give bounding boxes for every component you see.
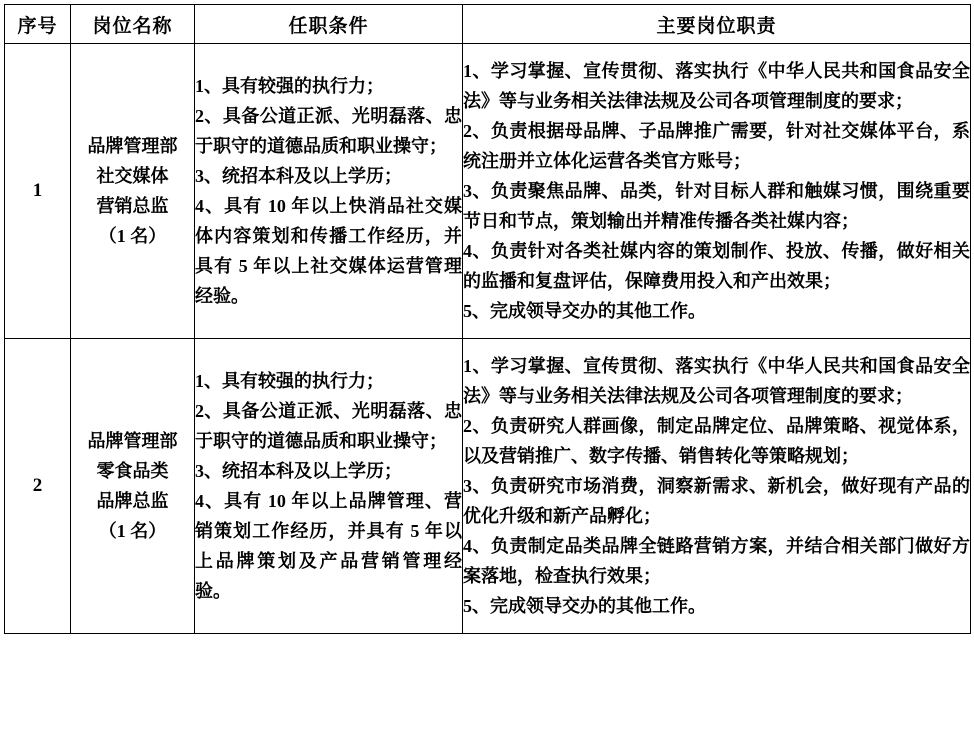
duty-item: 5、完成领导交办的其他工作。: [463, 596, 706, 616]
cell-index: 2: [5, 339, 71, 634]
duty-item: 5、完成领导交办的其他工作。: [463, 301, 706, 321]
cell-requirements: [195, 44, 463, 339]
column-header-position-name: 岗位名称: [71, 5, 195, 44]
job-positions-table: [4, 4, 971, 634]
position-name-line: 品牌管理部: [87, 136, 178, 156]
position-name-line: （1 名）: [98, 521, 167, 541]
duty-item: 1、学习掌握、宣传贯彻、落实执行《中华人民共和国食品安全法》等与业务相关法律法规及公司各项管理制度的要求；: [463, 61, 970, 111]
requirement-item: 4、具有 10 年以上快消品社交媒体内容策划和传播工作经历，并具有 5 年以上社交媒体运营管理经验。: [195, 196, 462, 306]
requirement-item: 1、具有较强的执行力；: [195, 76, 384, 96]
cell-position-name: [71, 339, 195, 634]
table-body: [5, 44, 971, 634]
column-header-requirements: 任职条件: [195, 5, 463, 44]
column-header-index: 序号: [5, 5, 71, 44]
requirement-item: 4、具有 10 年以上品牌管理、营销策划工作经历，并具有 5 年以上品牌策划及产品营销管理经验。: [195, 491, 462, 601]
table-header: [5, 5, 971, 44]
position-name-line: 品牌总监: [96, 491, 169, 511]
table-header-row: [5, 5, 971, 44]
position-name-line: 社交媒体: [96, 166, 169, 186]
duty-item: 3、负责研究市场消费，洞察新需求、新机会，做好现有产品的优化升级和新产品孵化；: [463, 476, 970, 526]
requirement-item: 1、具有较强的执行力；: [195, 371, 384, 391]
position-name-line: 营销总监: [96, 196, 169, 216]
duty-item: 3、负责聚焦品牌、品类，针对目标人群和触媒习惯，围绕重要节日和节点，策划输出并精准传播各类社媒内容；: [463, 181, 970, 231]
requirement-item: 2、具备公道正派、光明磊落、忠于职守的道德品质和职业操守；: [195, 401, 462, 451]
duty-item: 4、负责针对各类社媒内容的策划制作、投放、传播，做好相关的监播和复盘评估，保障费用投入和产出效果；: [463, 241, 970, 291]
position-name-line: 品牌管理部: [87, 431, 178, 451]
duty-item: 1、学习掌握、宣传贯彻、落实执行《中华人民共和国食品安全法》等与业务相关法律法规及公司各项管理制度的要求；: [463, 356, 970, 406]
cell-position-name: [71, 44, 195, 339]
duty-item: 4、负责制定品类品牌全链路营销方案，并结合相关部门做好方案落地，检查执行效果；: [463, 536, 970, 586]
duty-item: 2、负责根据母品牌、子品牌推广需要，针对社交媒体平台，系统注册并立体化运营各类官方账号；: [463, 121, 970, 171]
requirement-item: 2、具备公道正派、光明磊落、忠于职守的道德品质和职业操守；: [195, 106, 462, 156]
cell-requirements: [195, 339, 463, 634]
requirement-item: 3、统招本科及以上学历；: [195, 461, 402, 481]
cell-duties: [463, 44, 971, 339]
requirement-item: 3、统招本科及以上学历；: [195, 166, 402, 186]
table-row: [5, 339, 971, 634]
duty-item: 2、负责研究人群画像，制定品牌定位、品牌策略、视觉体系，以及营销推广、数字传播、销售转化等策略规划；: [463, 416, 970, 466]
cell-duties: [463, 339, 971, 634]
position-name-line: （1 名）: [98, 226, 167, 246]
table-row: [5, 44, 971, 339]
column-header-duties: 主要岗位职责: [463, 5, 971, 44]
position-name-line: 零食品类: [96, 461, 169, 481]
cell-index: 1: [5, 44, 71, 339]
